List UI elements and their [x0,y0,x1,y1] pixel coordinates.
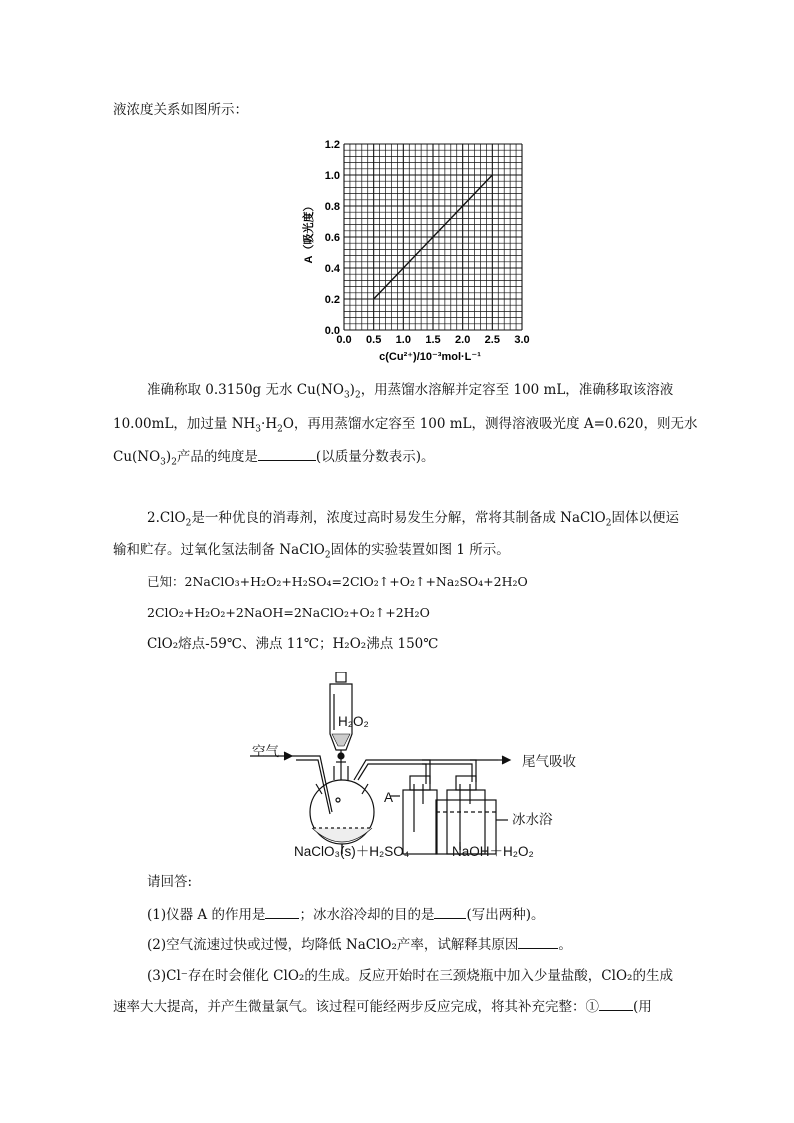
s3-text-a: 速率大大提高，并产生微量氯气。该过程可能经两步反应完成，将其补充完整：① [113,999,599,1015]
q1-text-a: 准确称取 0.3150g 无水 Cu(NO [147,382,344,398]
x-tick-label: 0.0 [336,334,352,346]
intro-text: 液浓度关系如图所示： [113,102,248,118]
x-axis-label: c(Cu²⁺)/10⁻³mol·L⁻¹ [379,351,481,363]
q2-text-e: 固体的实验装置如图 1 所示。 [330,542,510,558]
q2-line-2: 输和贮存。过氧化氢法制备 NaClO$_2$固体的实验装置如图 1 所示。 [113,542,510,561]
s1-text-b: ；冰水浴冷却的目的是 [299,907,435,923]
q1-text-e: ·H [261,416,278,432]
y-tick-label: 1.2 [324,139,340,151]
x-tick-label: 2.5 [484,334,500,346]
s2-text-b: 。 [558,937,572,953]
air-label: 空气 [252,744,279,759]
q1-text-i: 产品的纯度是 [176,449,258,465]
q1-line-3: $Cu(NO_3)_2$产品的纯度是 (以质量分数表示)。 [113,446,434,467]
vessel-a-label: A [384,790,394,805]
ask-line: 请回答: [147,874,193,890]
x-tick-label: 0.5 [366,334,382,346]
y-tick-label: 0.4 [324,263,340,275]
s1-text-c: (写出两种)。 [466,907,545,923]
x-tick-label: 1.0 [395,334,411,346]
q1-text-j: (以质量分数表示)。 [315,449,435,465]
y-tick-label: 1.0 [324,170,340,182]
y-tick-label: 0.6 [324,232,340,244]
y-tick-label: 0.2 [324,294,340,306]
q1-line-2: 10.00mL，加过量 $NH_3\cdot H_2O$，再用蒸馏水定容至 100 mL，测得溶液吸光度 A=0.620，则无水 [113,416,698,435]
q2-text-b: 是一种优良的消毒剂，浓度过高时易发生分解，常将其制备成 NaClO [191,510,606,526]
q2-text-a: 2.ClO [147,510,186,526]
y-tick-label: 0.0 [324,325,340,337]
q1-text-h: ) [165,449,172,465]
sub-question-3-line-2 [113,996,652,1017]
ice-bath-label: 冰水浴 [512,812,553,827]
sub-question-1 [147,904,545,925]
x-tick-label: 2.0 [455,334,471,346]
blank-2[interactable] [434,904,466,919]
known-label: 已知： [147,574,185,589]
q1-text-d: 10.00mL，加过量 NH [113,416,256,432]
y-tick-label: 0.8 [324,201,340,213]
tail-gas-label: 尾气吸收 [522,754,576,769]
s3-text-b: (用 [633,999,652,1015]
bottle-contents-label: NaOH＋H₂O₂ [452,844,534,859]
blank-4[interactable] [599,996,633,1011]
q2-text-d: 输和贮存。过氧化氢法制备 NaClO [113,542,325,558]
blank-1[interactable] [265,904,299,919]
q2-text-c: 固体以便运 [611,510,679,526]
known-eq-1 [147,572,528,592]
sub-question-3-line-1: (3)Cl⁻存在时会催化 ClO₂的生成。反应开始时在三颈烧瓶中加入少量盐酸，ClO₂的生成 [147,968,673,984]
q2-line-1: 2.ClO$_2$是一种优良的消毒剂，浓度过高时易发生分解，常将其制备成 NaClO$_2$固体以便运 [147,510,679,529]
q1-text-b: ) [349,382,355,398]
x-tick-label: 1.5 [425,334,441,346]
q1-line-1: 准确称取 0.3150g 无水 $Cu(NO_3)_2$，用蒸馏水溶解并定容至 100 mL，准确移取该溶液 [147,382,674,401]
purity-answer-blank[interactable] [258,446,316,461]
s1-text-a: (1)仪器 A 的作用是 [147,907,266,923]
equation-1: 2NaClO₃+H₂O₂+H₂SO₄=2ClO₂↑+O₂↑+Na₂SO₄+2H₂O [184,574,528,589]
x-tick-label: 3.0 [514,334,530,346]
h2o2-label: H₂O₂ [338,714,369,729]
q1-text-g: Cu(NO [113,449,161,465]
q1-text-f: O，再用蒸馏水定容至 100 mL，测得溶液吸光度 A=0.620，则无水 [282,416,698,432]
sub-question-2 [147,934,572,955]
y-axis-label: A（吸光度） [303,200,315,264]
absorbance-chart [300,132,540,372]
physical-properties: ClO₂熔点-59℃、沸点 11℃；H₂O₂沸点 150℃ [147,636,439,652]
s2-text-a: (2)空气流速过快或过慢，均降低 NaClO₂产率，试解释其原因 [147,937,519,953]
blank-3[interactable] [518,934,558,949]
q1-text-c: ，用蒸馏水溶解并定容至 100 mL，准确移取该溶液 [360,382,674,398]
known-eq-2: 2ClO₂+H₂O₂+2NaOH=2NaClO₂+O₂↑+2H₂O [147,605,430,620]
flask-contents-label: NaClO₃(s)＋H₂SO₄ [294,844,410,859]
